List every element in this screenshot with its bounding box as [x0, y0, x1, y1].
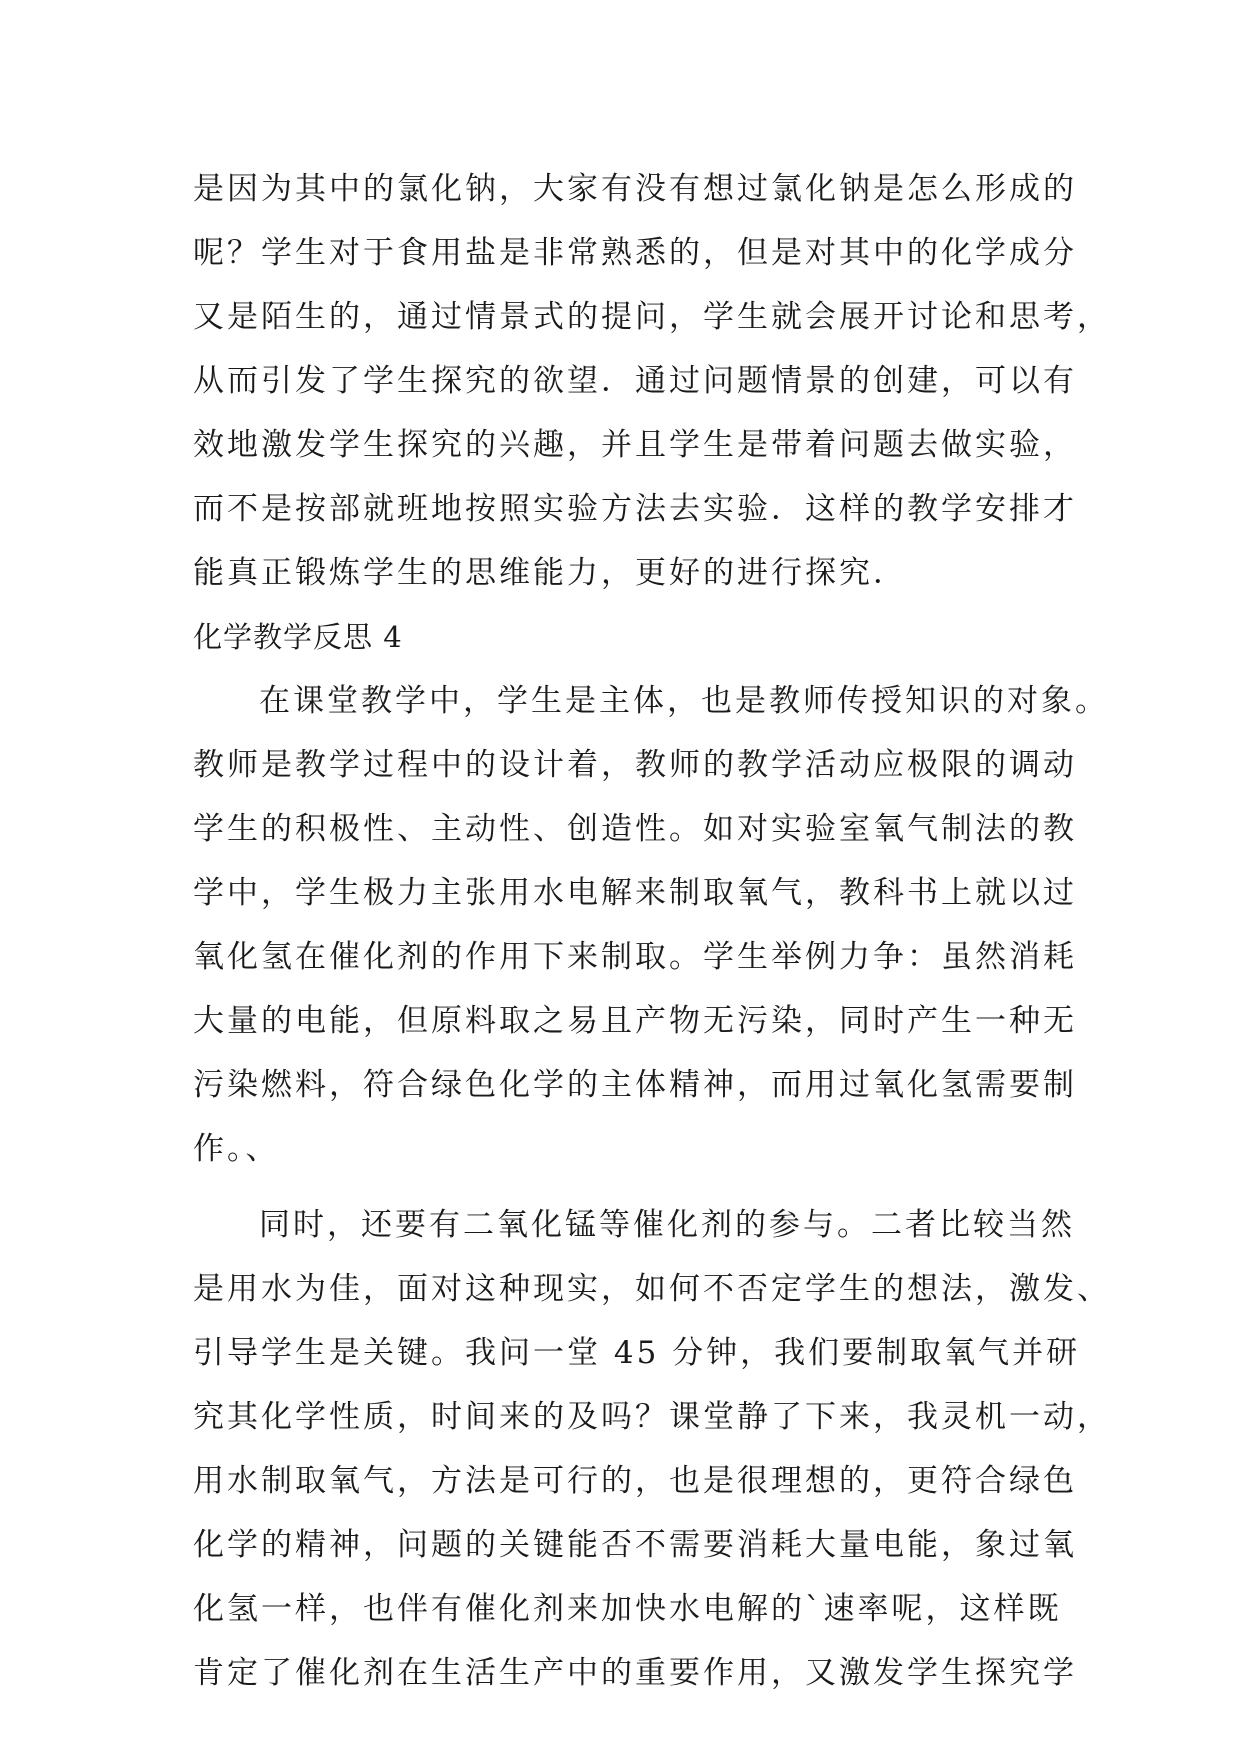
text-line: 肯定了催化剂在生活生产中的重要作用，又激发学生探究学 — [193, 1655, 1077, 1691]
continued-paragraph — [193, 157, 1111, 605]
text-line: 用水制取氧气，方法是可行的，也是很理想的，更符合绿色 — [193, 1463, 1077, 1499]
text-line: 效地激发学生探究的兴趣，并且学生是带着问题去做实验， — [193, 427, 1077, 463]
text-line: 引导学生是关键。我问一堂 45 分钟，我们要制取氧气并研 — [193, 1335, 1081, 1371]
text-line: 教师是教学过程中的设计着，教师的教学活动应极限的调动 — [193, 747, 1077, 783]
paragraph-2 — [193, 1193, 1111, 1705]
text-line: 化学的精神，问题的关键能否不需要消耗大量电能，象过氧 — [193, 1527, 1077, 1563]
paragraph-gap — [193, 1181, 1053, 1193]
paragraph-1 — [193, 669, 1109, 1181]
text-line: 究其化学性质，时间来的及吗？课堂静了下来，我灵机一动， — [193, 1399, 1111, 1435]
text-line: 化氢一样，也伴有催化剂来加快水电解的`速率呢，这样既 — [193, 1591, 1062, 1627]
text-line: 学中，学生极力主张用水电解来制取氧气，教科书上就以过 — [193, 875, 1077, 911]
text-line: 在课堂教学中，学生是主体，也是教师传授知识的对象。 — [259, 683, 1109, 719]
text-line: 污染燃料，符合绿色化学的主体精神，而用过氧化氢需要制 — [193, 1067, 1077, 1103]
text-line: 而不是按部就班地按照实验方法去实验．这样的教学安排才 — [193, 491, 1077, 527]
section-heading: 化学教学反思 4 — [193, 620, 403, 654]
text-line: 作。、 — [193, 1131, 280, 1167]
text-line: 学生的积极性、主动性、创造性。如对实验室氧气制法的教 — [193, 811, 1077, 847]
text-line: 同时，还要有二氧化锰等催化剂的参与。二者比较当然 — [259, 1207, 1075, 1243]
text-line: 大量的电能，但原料取之易且产物无污染，同时产生一种无 — [193, 1003, 1077, 1039]
text-line: 又是陌生的，通过情景式的提问，学生就会展开讨论和思考， — [193, 299, 1111, 335]
text-line: 呢？学生对于食用盐是非常熟悉的，但是对其中的化学成分 — [193, 235, 1077, 271]
text-line: 是用水为佳，面对这种现实，如何不否定学生的想法，激发、 — [193, 1271, 1111, 1307]
text-line: 从而引发了学生探究的欲望．通过问题情景的创建，可以有 — [193, 363, 1077, 399]
text-line: 是因为其中的氯化钠，大家有没有想过氯化钠是怎么形成的 — [193, 171, 1077, 207]
document-body — [193, 157, 1111, 1705]
text-line: 能真正锻炼学生的思维能力，更好的进行探究． — [193, 555, 907, 591]
text-line: 氧化氢在催化剂的作用下来制取。学生举例力争：虽然消耗 — [193, 939, 1077, 975]
